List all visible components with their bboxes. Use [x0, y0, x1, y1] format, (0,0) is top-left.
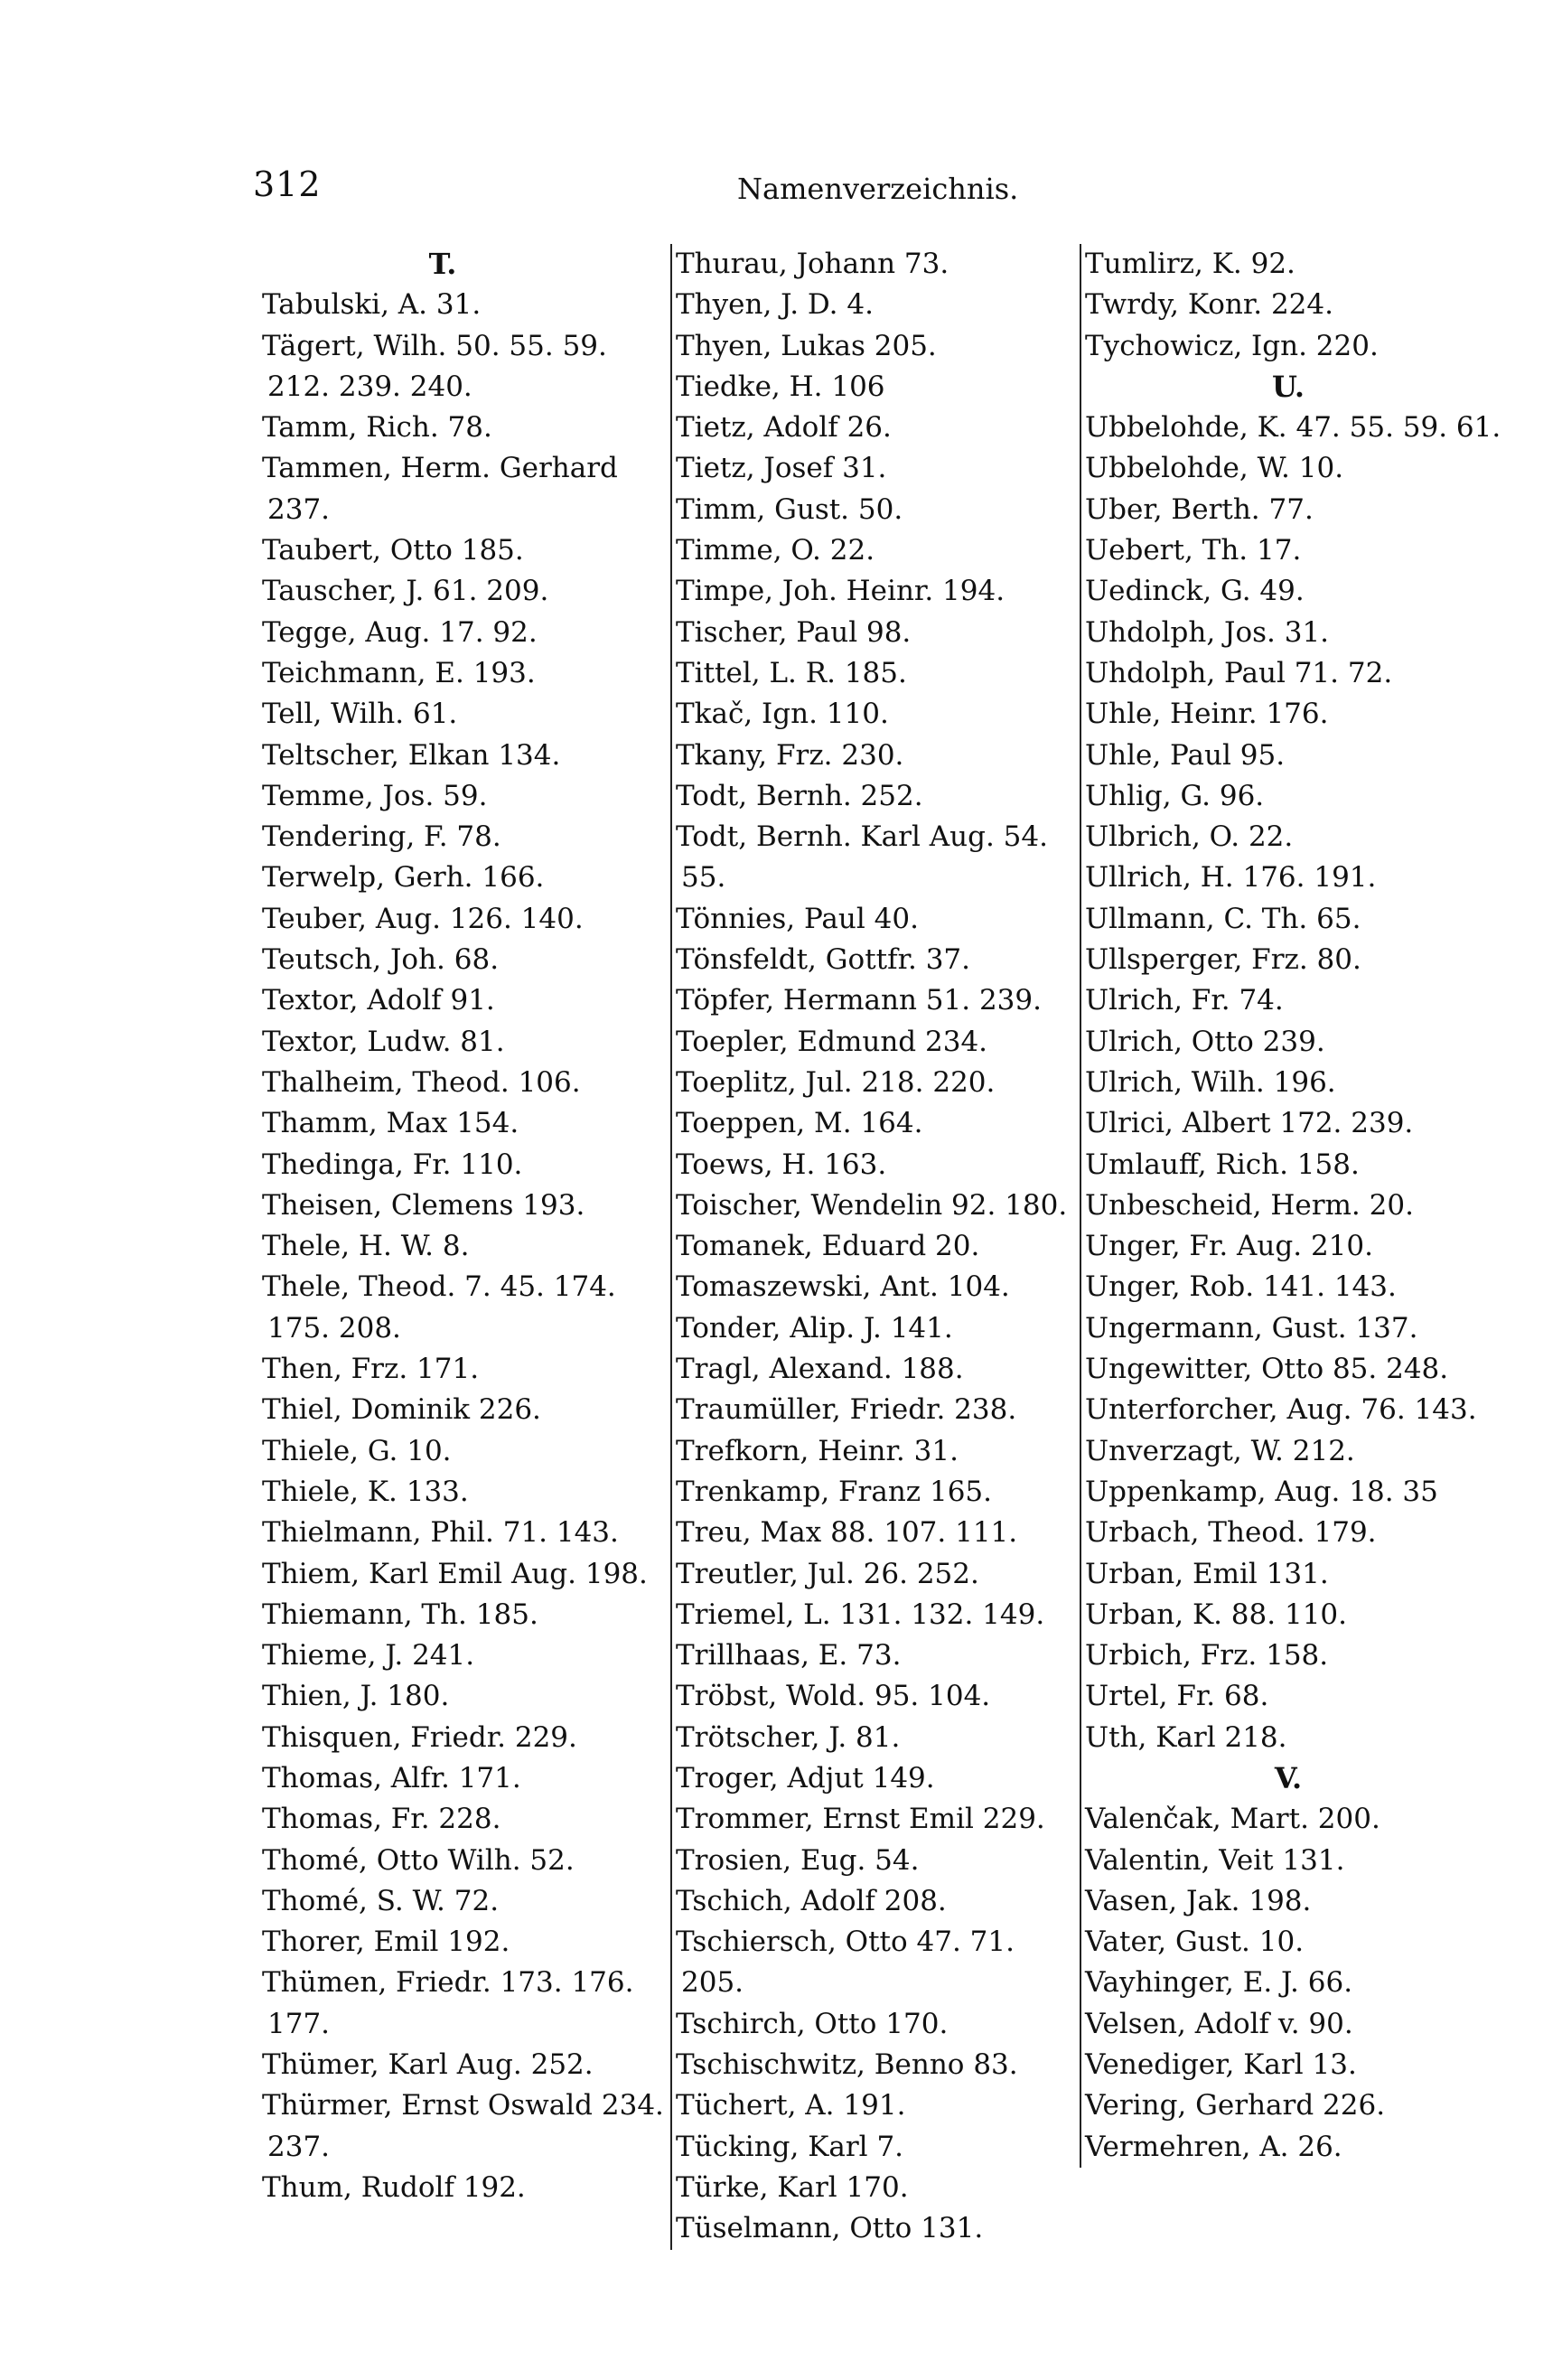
- index-entry: Temme, Jos. 59.: [262, 779, 488, 812]
- index-entry: Valenčak, Mart. 200.: [1085, 1803, 1380, 1836]
- index-entry-continuation: 205.: [681, 1966, 744, 2000]
- index-entry: Ubbelohde, K. 47. 55. 59. 61.: [1085, 411, 1501, 445]
- index-entry: Uppenkamp, Aug. 18. 35: [1085, 1475, 1438, 1508]
- index-entry: Unterforcher, Aug. 76. 143.: [1085, 1393, 1477, 1427]
- index-entry: Tychowicz, Ign. 220.: [1085, 329, 1379, 362]
- index-entry: Valentin, Veit 131.: [1085, 1843, 1345, 1877]
- index-entry: Thielmann, Phil. 71. 143.: [262, 1516, 619, 1550]
- index-entry: Ulbrich, O. 22.: [1085, 820, 1294, 854]
- index-entry: Ulrici, Albert 172. 239.: [1085, 1107, 1414, 1140]
- index-entry: Thürmer, Ernst Oswald 234.: [262, 2089, 664, 2122]
- index-entry: Triemel, L. 131. 132. 149.: [676, 1598, 1045, 1631]
- index-entry: Urtel, Fr. 68.: [1085, 1680, 1269, 1713]
- index-entry: Tabulski, A. 31.: [262, 288, 482, 322]
- index-entry: Tönsfeldt, Gottfr. 37.: [676, 943, 970, 977]
- index-entry: Tittel, L. R. 185.: [676, 656, 907, 689]
- index-entry: Vering, Gerhard 226.: [1085, 2089, 1386, 2122]
- index-entry: Tkač, Ign. 110.: [676, 698, 889, 731]
- index-entry: Urbach, Theod. 179.: [1085, 1516, 1377, 1550]
- index-entry-continuation: 212. 239. 240.: [267, 370, 472, 403]
- index-column-3: [1080, 244, 1501, 2168]
- index-entry: Thiele, K. 133.: [262, 1475, 469, 1508]
- index-entry: Trommer, Ernst Emil 229.: [676, 1803, 1045, 1836]
- index-entry: Uhle, Paul 95.: [1085, 738, 1286, 772]
- index-entry-continuation: 175. 208.: [267, 1311, 401, 1345]
- index-entry: Tkany, Frz. 230.: [676, 738, 904, 772]
- index-entry: Toeppen, M. 164.: [676, 1107, 923, 1140]
- index-entry: Tietz, Josef 31.: [676, 452, 887, 485]
- index-entry: Theisen, Clemens 193.: [262, 1188, 585, 1222]
- index-entry: Ungermann, Gust. 137.: [1085, 1311, 1418, 1345]
- index-entry: Trötscher, J. 81.: [676, 1720, 901, 1754]
- index-entry: Timme, O. 22.: [676, 534, 875, 567]
- index-entry: Thomé, Otto Wilh. 52.: [262, 1843, 575, 1877]
- index-column-2: [670, 244, 1068, 2250]
- index-entry: Uber, Berth. 77.: [1085, 492, 1314, 526]
- index-entry: Velsen, Adolf v. 90.: [1085, 2007, 1353, 2040]
- index-entry: Thümen, Friedr. 173. 176.: [262, 1966, 634, 2000]
- index-entry: Unger, Rob. 141. 143.: [1085, 1270, 1397, 1304]
- index-entry: Urban, Emil 131.: [1085, 1557, 1329, 1590]
- section-heading: V.: [1274, 1760, 1303, 1795]
- index-entry: Textor, Ludw. 81.: [262, 1025, 505, 1058]
- index-entry: Textor, Adolf 91.: [262, 984, 495, 1017]
- index-entry: Todt, Bernh. 252.: [676, 779, 923, 812]
- index-entry: Then, Frz. 171.: [262, 1353, 480, 1386]
- index-entry: Uedinck, G. 49.: [1085, 575, 1305, 608]
- index-entry: Thele, H. W. 8.: [262, 1230, 470, 1263]
- index-entry: Vasen, Jak. 198.: [1085, 1884, 1312, 1917]
- index-entry: Teutsch, Joh. 68.: [262, 943, 500, 977]
- index-entry: Vater, Gust. 10.: [1085, 1926, 1305, 1959]
- index-entry: Tönnies, Paul 40.: [676, 902, 919, 935]
- index-entry: Venediger, Karl 13.: [1085, 2048, 1357, 2082]
- index-entry: Uhle, Heinr. 176.: [1085, 698, 1329, 731]
- index-entry: Ulrich, Wilh. 196.: [1085, 1065, 1336, 1099]
- index-entry: Tüchert, A. 191.: [676, 2089, 906, 2122]
- index-entry: Tumlirz, K. 92.: [1085, 248, 1295, 280]
- index-entry: Tägert, Wilh. 50. 55. 59.: [262, 329, 607, 362]
- index-entry: Tammen, Herm. Gerhard: [262, 452, 618, 485]
- index-entry: Timpe, Joh. Heinr. 194.: [676, 575, 1005, 608]
- index-entry: Thisquen, Friedr. 229.: [262, 1720, 577, 1754]
- index-entry: Thyen, J. D. 4.: [676, 288, 874, 322]
- index-entry: Thomas, Fr. 228.: [262, 1803, 501, 1836]
- section-heading: T.: [428, 247, 457, 281]
- index-entry: Ullmann, C. Th. 65.: [1085, 902, 1361, 935]
- index-entry: Teuber, Aug. 126. 140.: [262, 902, 584, 935]
- index-entry: Thamm, Max 154.: [262, 1107, 519, 1140]
- index-entry: Trenkamp, Franz 165.: [676, 1475, 993, 1508]
- index-entry: Treutler, Jul. 26. 252.: [676, 1557, 979, 1590]
- index-entry: Treu, Max 88. 107. 111.: [676, 1516, 1018, 1550]
- index-entry: Unger, Fr. Aug. 210.: [1085, 1230, 1373, 1263]
- index-entry: Ullrich, H. 176. 191.: [1085, 861, 1377, 895]
- index-entry: Tomaszewski, Ant. 104.: [676, 1270, 1010, 1304]
- index-entry: Toepler, Edmund 234.: [676, 1025, 988, 1058]
- index-entry: Thomas, Alfr. 171.: [262, 1761, 521, 1794]
- index-entry: Tauscher, J. 61. 209.: [262, 575, 549, 608]
- index-entry: Urbich, Frz. 158.: [1085, 1639, 1329, 1673]
- index-entry: Trillhaas, E. 73.: [676, 1639, 902, 1673]
- index-entry: Ullsperger, Frz. 80.: [1085, 943, 1361, 977]
- index-entry: Trefkorn, Heinr. 31.: [676, 1434, 959, 1467]
- page-title: Namenverzeichnis.: [737, 172, 1019, 206]
- index-entry: Traumüller, Friedr. 238.: [676, 1393, 1017, 1427]
- index-entry: Thele, Theod. 7. 45. 174.: [262, 1270, 616, 1304]
- index-entry-continuation: 237.: [267, 492, 331, 526]
- index-entry: Teltscher, Elkan 134.: [262, 738, 561, 772]
- index-entry-continuation: 237.: [267, 2130, 331, 2163]
- index-entry: Trosien, Eug. 54.: [676, 1843, 920, 1877]
- index-entry: Tiedke, H. 106: [676, 370, 885, 403]
- index-entry: Vermehren, A. 26.: [1085, 2130, 1342, 2163]
- index-entry: Uhdolph, Jos. 31.: [1085, 615, 1330, 649]
- index-entry: Toischer, Wendelin 92. 180.: [676, 1188, 1068, 1222]
- index-entry: Tschich, Adolf 208.: [676, 1884, 947, 1917]
- index-entry: Töpfer, Hermann 51. 239.: [676, 984, 1042, 1017]
- index-entry: Terwelp, Gerh. 166.: [262, 861, 545, 895]
- index-entry: Thurau, Johann 73.: [676, 248, 949, 280]
- index-entry: Tietz, Adolf 26.: [676, 411, 892, 445]
- index-entry: Uhlig, G. 96.: [1085, 779, 1265, 812]
- index-entry: Troger, Adjut 149.: [676, 1761, 935, 1794]
- index-entry: Todt, Bernh. Karl Aug. 54.: [676, 820, 1048, 854]
- index-entry: Unbescheid, Herm. 20.: [1085, 1188, 1414, 1222]
- index-entry: Timm, Gust. 50.: [676, 492, 903, 526]
- index-entry: Tell, Wilh. 61.: [262, 698, 458, 731]
- index-entry: Tschirch, Otto 170.: [676, 2007, 949, 2040]
- index-entry: Thiel, Dominik 226.: [262, 1393, 541, 1427]
- index-entry: Toews, H. 163.: [676, 1148, 887, 1181]
- index-entry: Tendering, F. 78.: [262, 820, 501, 854]
- index-entry: Uth, Karl 218.: [1085, 1720, 1287, 1754]
- index-entry: Tschiersch, Otto 47. 71.: [676, 1926, 1015, 1959]
- index-entry: Thiemann, Th. 185.: [262, 1598, 538, 1631]
- index-entry: Ubbelohde, W. 10.: [1085, 452, 1344, 485]
- index-entry: Thorer, Emil 192.: [262, 1926, 510, 1959]
- index-entry: Thyen, Lukas 205.: [676, 329, 937, 362]
- index-entry: Thedinga, Fr. 110.: [262, 1148, 523, 1181]
- index-entry: Uebert, Th. 17.: [1085, 534, 1302, 567]
- index-entry-continuation: 55.: [681, 861, 726, 895]
- index-entry: Thien, J. 180.: [262, 1680, 450, 1713]
- index-entry: Urban, K. 88. 110.: [1085, 1598, 1347, 1631]
- index-entry: Twrdy, Konr. 224.: [1085, 288, 1333, 322]
- index-entry: Türke, Karl 170.: [676, 2170, 909, 2204]
- index-column-1: [262, 244, 664, 2208]
- index-entry: Umlauff, Rich. 158.: [1085, 1148, 1360, 1181]
- page-number: 312: [253, 164, 322, 204]
- index-entry: Thalheim, Theod. 106.: [262, 1065, 581, 1099]
- index-entry: Tonder, Alip. J. 141.: [676, 1311, 953, 1345]
- index-entry: Thiele, G. 10.: [262, 1434, 452, 1467]
- section-heading: U.: [1271, 369, 1305, 404]
- index-entry: Tröbst, Wold. 95. 104.: [676, 1680, 991, 1713]
- index-entry: Vayhinger, E. J. 66.: [1085, 1966, 1353, 2000]
- index-entry: Teichmann, E. 193.: [262, 656, 536, 689]
- index-entry: Thum, Rudolf 192.: [262, 2170, 526, 2204]
- index-entry: Thieme, J. 241.: [262, 1639, 475, 1673]
- index-entry: Tüselmann, Otto 131.: [676, 2212, 984, 2245]
- index-entry: Taubert, Otto 185.: [262, 534, 524, 567]
- index-entry: Ulrich, Fr. 74.: [1085, 984, 1284, 1017]
- index-entry: Toeplitz, Jul. 218. 220.: [676, 1065, 996, 1099]
- index-entry: Thümer, Karl Aug. 252.: [262, 2048, 594, 2082]
- index-entry: Tschischwitz, Benno 83.: [676, 2048, 1018, 2082]
- index-entry: Tragl, Alexand. 188.: [676, 1353, 964, 1386]
- index-entry: Unverzagt, W. 212.: [1085, 1434, 1355, 1467]
- index-entry: Ungewitter, Otto 85. 248.: [1085, 1353, 1449, 1386]
- index-entry: Ulrich, Otto 239.: [1085, 1025, 1325, 1058]
- index-entry: Thomé, S. W. 72.: [262, 1884, 500, 1917]
- index-entry: Tischer, Paul 98.: [676, 615, 912, 649]
- index-entry-continuation: 177.: [267, 2007, 331, 2040]
- index-entry: Tücking, Karl 7.: [676, 2130, 904, 2163]
- index-entry: Tamm, Rich. 78.: [262, 411, 492, 445]
- index-entry: Tegge, Aug. 17. 92.: [262, 615, 538, 649]
- index-entry: Uhdolph, Paul 71. 72.: [1085, 656, 1393, 689]
- index-entry: Tomanek, Eduard 20.: [676, 1230, 980, 1263]
- index-entry: Thiem, Karl Emil Aug. 198.: [262, 1557, 648, 1590]
